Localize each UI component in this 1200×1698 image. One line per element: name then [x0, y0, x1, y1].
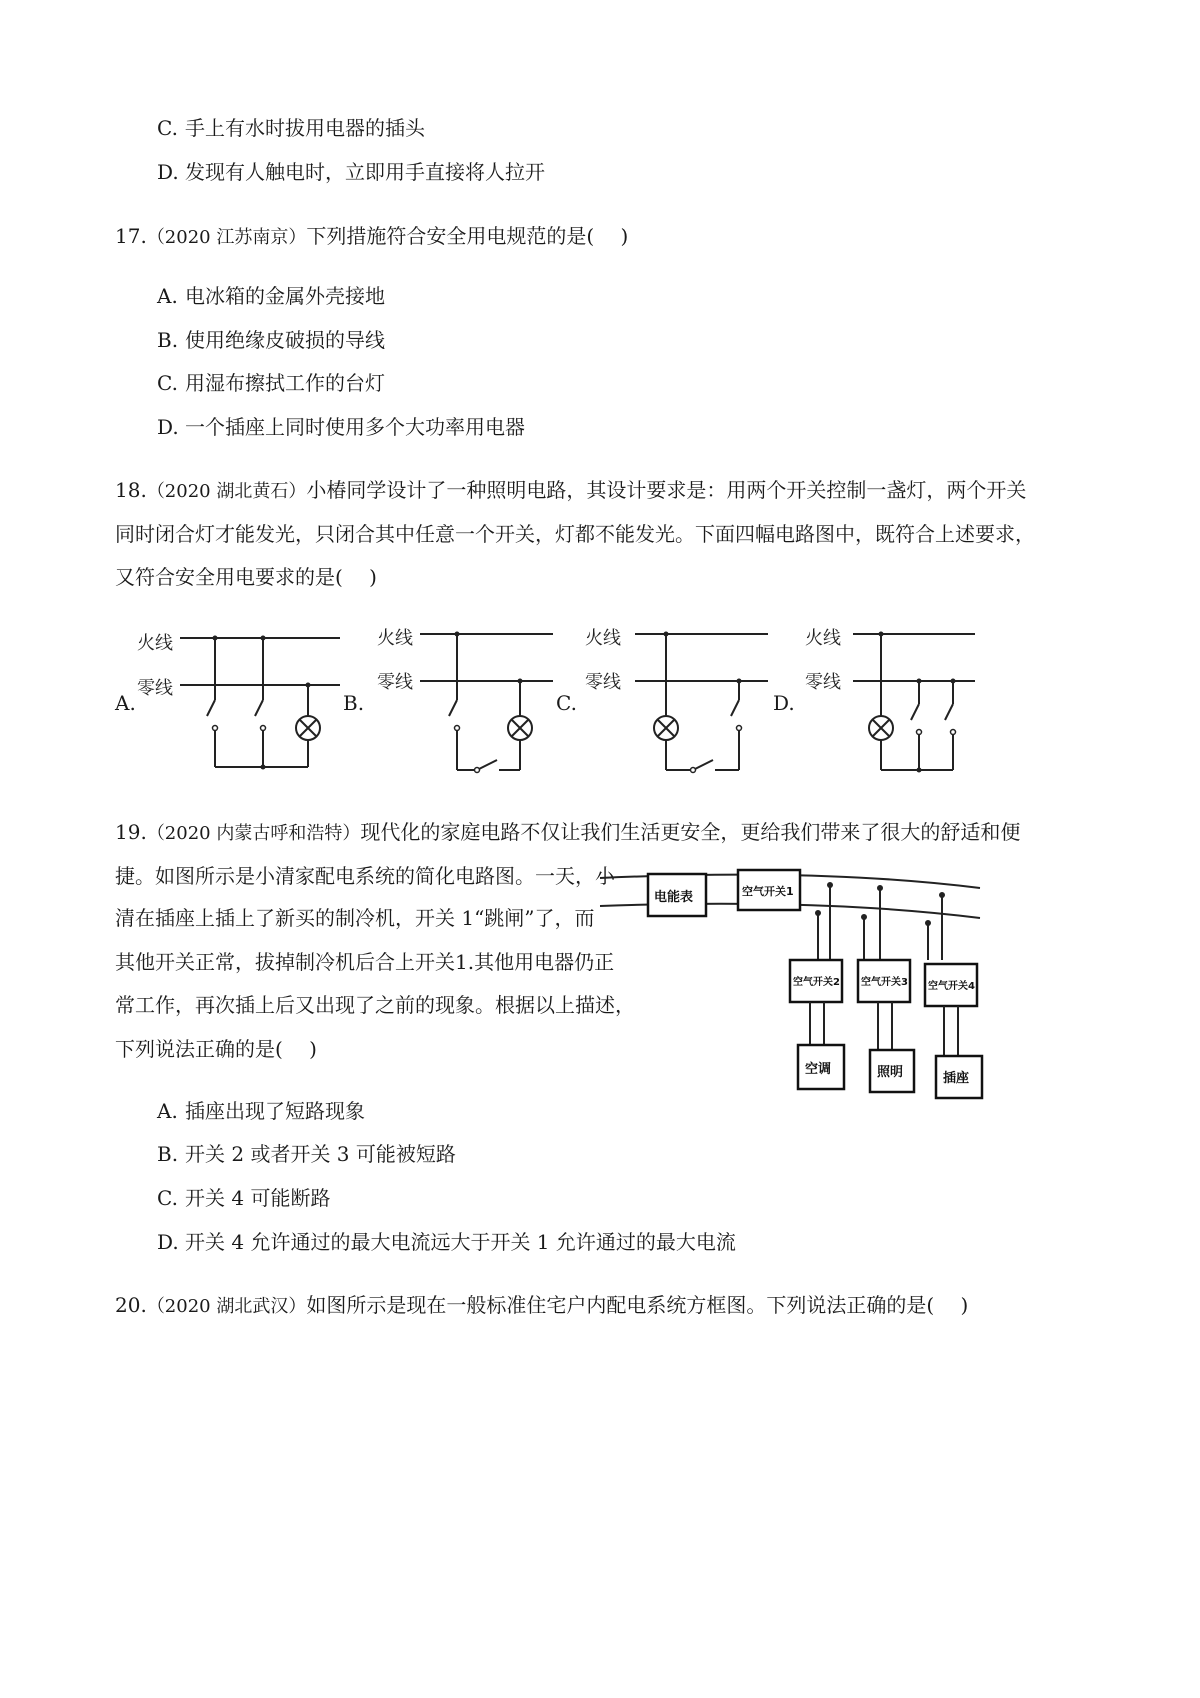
air-switch-2-label: 空气开关2 [793, 977, 840, 988]
fire-wire-label: 火线 [805, 628, 841, 649]
switch-icon [695, 760, 713, 769]
switch-icon [945, 704, 953, 720]
q18-stem-line1 [115, 476, 1026, 506]
zero-wire-label: 零线 [377, 672, 413, 693]
option-text: 用湿布擦拭工作的台灯 [185, 371, 385, 395]
question-source: （2020 湖北武汉） [146, 1296, 307, 1317]
question-text: 现代化的家庭电路不仅让我们生活更安全，更给我们带来了很大的舒适和便 [360, 820, 1021, 844]
air-switch-4-label: 空气开关4 [928, 981, 975, 992]
circuit-diagram-a [135, 620, 345, 780]
q19-stem-line6: 下列说法正确的是( ) [115, 1037, 317, 1061]
option-text: 开关 4 可能断路 [185, 1186, 331, 1210]
socket-label: 插座 [943, 1071, 970, 1086]
q20-stem [115, 1291, 968, 1321]
q17-option-d [157, 413, 525, 441]
q17-stem [115, 222, 628, 252]
option-letter: D. [157, 160, 179, 184]
question-number: 19. [115, 820, 147, 844]
fire-wire-label: 火线 [377, 628, 413, 649]
energy-meter-label: 电能表 [654, 890, 694, 905]
air-conditioner-label: 空调 [805, 1062, 832, 1077]
option-text: 电冰箱的金属外壳接地 [185, 284, 385, 308]
question-source: （2020 内蒙古呼和浩特） [146, 823, 361, 844]
fire-wire-label: 火线 [137, 633, 173, 654]
air-switch-1-label: 空气开关1 [742, 885, 794, 898]
option-letter: A. [157, 1099, 178, 1123]
question-source: （2020 江苏南京） [146, 227, 307, 248]
option-text: 一个插座上同时使用多个大功率用电器 [185, 415, 525, 439]
fire-wire-label: 火线 [585, 628, 621, 649]
question-number: 18. [115, 478, 147, 502]
option-text: 使用绝缘皮破损的导线 [185, 328, 385, 352]
switch-icon [911, 704, 919, 720]
zero-wire-label: 零线 [137, 678, 173, 699]
q16-option-d [157, 158, 545, 186]
question-text: 如图所示是现在一般标准住宅户内配电系统方框图。下列说法正确的是( ) [306, 1293, 969, 1317]
q19-stem-line2: 捷。如图所示是小清家配电系统的简化电路图。一天，小 [115, 864, 615, 888]
option-letter: A. [157, 284, 178, 308]
circuit-diagram-c [583, 620, 773, 780]
question-number: 17. [115, 224, 147, 248]
option-text: 插座出现了短路现象 [185, 1099, 365, 1123]
question-number: 20. [115, 1293, 147, 1317]
q19-option-d [157, 1228, 736, 1256]
option-letter: C. [157, 371, 178, 395]
q18-stem-line3: 又符合安全用电要求的是( ) [115, 565, 377, 589]
q18-stem-line2: 同时闭合灯才能发光，只闭合其中任意一个开关，灯都不能发光。下面四幅电路图中，既符合上述要求， [115, 522, 1035, 546]
q19-stem-line3: 清在插座上插上了新买的制冷机，开关 1“跳闸”了，而 [115, 906, 595, 930]
q16-option-c [157, 114, 425, 142]
q18-option-a-label: A. [115, 691, 136, 715]
option-letter: C. [157, 1186, 178, 1210]
q19-stem-line1 [115, 818, 1020, 848]
switch-icon [255, 700, 263, 716]
option-letter: B. [157, 328, 179, 352]
option-text: 开关 4 允许通过的最大电流远大于开关 1 允许通过的最大电流 [185, 1230, 736, 1254]
distribution-diagram [600, 860, 1000, 1110]
q19-option-b [157, 1140, 456, 1168]
q19-option-a [157, 1097, 365, 1125]
option-text: 手上有水时拔用电器的插头 [185, 116, 425, 140]
zero-wire-label: 零线 [585, 672, 621, 693]
question-text: 下列措施符合安全用电规范的是( ) [306, 224, 629, 248]
q18-option-c-label: C. [556, 691, 577, 715]
switch-icon [479, 760, 497, 769]
option-letter: D. [157, 1230, 179, 1254]
zero-wire-label: 零线 [805, 672, 841, 693]
question-text: 小椿同学设计了一种照明电路，其设计要求是：用两个开关控制一盏灯，两个开关 [306, 478, 1027, 502]
circuit-diagram-b [375, 620, 565, 780]
option-text: 发现有人触电时，立即用手直接将人拉开 [185, 160, 545, 184]
switch-icon [207, 700, 215, 716]
lighting-label: 照明 [877, 1065, 904, 1080]
q17-option-c [157, 369, 385, 397]
q19-option-c [157, 1184, 330, 1212]
option-letter: D. [157, 415, 179, 439]
option-text: 开关 2 或者开关 3 可能被短路 [185, 1142, 456, 1166]
q18-option-d-label: D. [773, 691, 795, 715]
option-letter: C. [157, 116, 178, 140]
switch-icon [731, 700, 739, 716]
switch-icon [449, 700, 457, 716]
q17-option-b [157, 326, 385, 354]
q19-stem-line4: 其他开关正常，拔掉制冷机后合上开关1.其他用电器仍正 [115, 950, 615, 974]
air-switch-3-label: 空气开关3 [861, 977, 908, 988]
circuit-diagram-d [803, 620, 993, 780]
option-letter: B. [157, 1142, 179, 1166]
q19-stem-line5: 常工作，再次插上后又出现了之前的现象。根据以上描述， [115, 993, 635, 1017]
q18-option-b-label: B. [343, 691, 365, 715]
q17-option-a [157, 282, 385, 310]
question-source: （2020 湖北黄石） [146, 481, 307, 502]
